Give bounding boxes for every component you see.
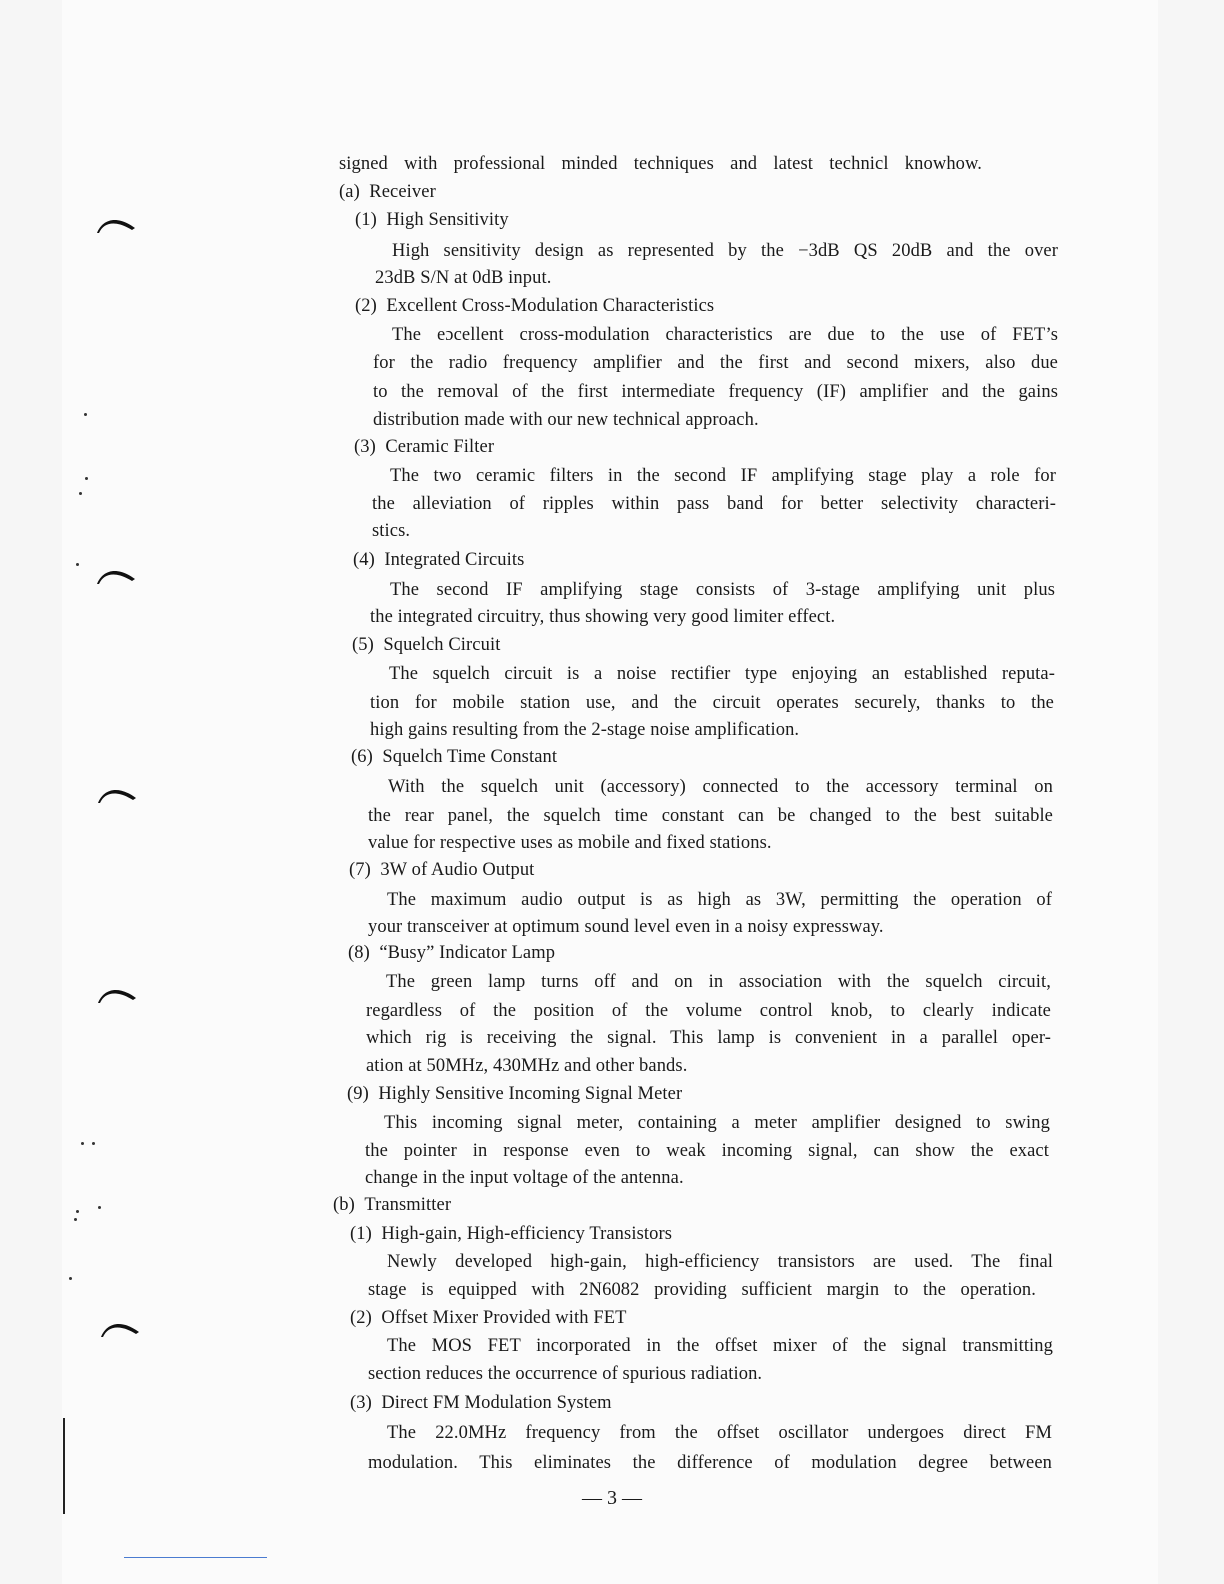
item-heading [350,1307,627,1329]
item-number: (8) [348,943,370,963]
item-title: Offset Mixer Provided with FET [381,1308,627,1328]
item-text-line: which rig is receiving the signal. This lamp is convenient in a parallel oper- [366,1028,1051,1048]
item-title: “Busy” Indicator Lamp [379,943,556,963]
item-text-line: the pointer in response even to weak incoming signal, can show the exact [365,1141,1049,1161]
item-number: (7) [349,860,371,880]
item-title: High Sensitivity [386,210,509,230]
item-heading [353,549,524,571]
section-a-heading [339,181,436,203]
item-text-line: stage is equipped with 2N6082 providing sufficient margin to the operation. [368,1280,1036,1300]
binder-hole-icon [100,1316,140,1338]
binder-hole-icon [97,982,137,1004]
item-text-line: the rear panel, the squelch time constant can be changed to the best suitable [368,806,1053,826]
item-text-line: tion for mobile station use, and the circuit operates securely, thanks to the [370,693,1054,713]
item-title: Ceramic Filter [385,437,495,457]
item-title: Squelch Circuit [383,635,501,655]
item-text-line: the alleviation of ripples within pass band for better selectivity characteri- [372,494,1056,514]
scan-speck [84,413,87,416]
item-text-line: to the removal of the first intermediate frequency (IF) amplifier and the gains [373,382,1058,402]
item-heading [352,634,500,656]
item-text-line: The eɔcellent cross-modulation characteristics are due to the use of FET’s [392,325,1058,345]
scan-speck [74,1218,77,1221]
item-number: (4) [353,550,375,570]
item-text-line: modulation. This eliminates the difference of modulation degree between [368,1453,1052,1473]
scan-speck [69,1277,72,1280]
item-heading [350,1392,612,1414]
scan-speck [92,1142,95,1145]
item-number: (3) [350,1393,372,1413]
item-number: (2) [355,296,377,316]
binder-hole-icon [96,212,136,234]
item-text-line: distribution made with our new technical approach. [373,410,759,430]
item-heading [355,209,509,231]
section-a-title: Receiver [369,182,436,202]
item-heading [348,942,555,964]
item-number: (1) [355,210,377,230]
item-text-line: change in the input voltage of the antenna. [365,1168,684,1188]
item-text-line: value for respective uses as mobile and fixed stations. [368,833,772,853]
bottom-rule [124,1557,267,1558]
section-b-title: Transmitter [364,1195,452,1215]
item-heading [351,746,557,768]
item-title: Integrated Circuits [384,550,525,570]
intro-line: signed with professional minded techniques and latest technicl knowhow. [339,154,982,174]
binder-hole-icon [96,563,136,585]
item-text-line: 23dB S/N at 0dB input. [375,268,552,288]
item-heading [354,436,494,458]
item-text-line: Newly developed high-gain, high-efficiency transistors are used. The final [387,1252,1053,1272]
item-text-line: The second IF amplifying stage consists of 3-stage amplifying unit plus [390,580,1055,600]
scan-speck [79,492,82,495]
item-text-line: regardless of the position of the volume control knob, to clearly indicate [366,1001,1051,1021]
item-text-line: the integrated circuitry, thus showing very good limiter effect. [370,607,836,627]
item-title: Highly Sensitive Incoming Signal Meter [378,1084,683,1104]
item-text-line: The 22.0MHz frequency from the offset oscillator undergoes direct FM [387,1423,1052,1443]
item-number: (2) [350,1308,372,1328]
scan-speck [76,1210,79,1213]
item-heading [355,295,714,317]
item-text-line: With the squelch unit (accessory) connected to the accessory terminal on [388,777,1053,797]
item-text-line: ation at 50MHz, 430MHz and other bands. [366,1056,688,1076]
scan-speck [98,1206,101,1209]
item-number: (3) [354,437,376,457]
section-b-label: (b) [333,1195,355,1215]
item-text-line: your transceiver at optimum sound level even in a noisy expressway. [368,917,884,937]
item-number: (9) [347,1084,369,1104]
item-text-line: The MOS FET incorporated in the offset mixer of the signal transmitting [387,1336,1053,1356]
scan-speck [76,563,79,566]
item-title: Direct FM Modulation System [381,1393,612,1413]
item-text-line: for the radio frequency amplifier and the first and second mixers, also due [373,353,1058,373]
item-number: (1) [350,1224,372,1244]
item-title: Squelch Time Constant [382,747,558,767]
item-text-line: stics. [372,521,411,541]
item-heading [350,1223,672,1245]
item-text-line: high gains resulting from the 2-stage noise amplification. [370,720,800,740]
item-text-line: The maximum audio output is as high as 3W, permitting the operation of [387,890,1052,910]
item-text-line: High sensitivity design as represented by the −3dB QS 20dB and the over [392,241,1058,261]
binder-hole-icon [97,782,137,804]
item-text-line: The squelch circuit is a noise rectifier type enjoying an established reputa- [389,664,1055,684]
item-title: High-gain, High-efficiency Transistors [381,1224,673,1244]
item-heading [347,1083,682,1105]
item-heading [349,859,534,881]
item-text-line: The two ceramic filters in the second IF amplifying stage play a role for [390,466,1056,486]
section-a-label: (a) [339,182,360,202]
page-number: — 3 — [582,1487,642,1509]
item-text-line: This incoming signal meter, containing a meter amplifier designed to swing [384,1113,1050,1133]
item-text-line: The green lamp turns off and on in association with the squelch circuit, [386,972,1051,992]
item-text-line: section reduces the occurrence of spurious radiation. [368,1364,763,1384]
section-b-heading [333,1194,451,1216]
scan-speck [81,1142,84,1145]
item-title: 3W of Audio Output [380,860,535,880]
item-number: (5) [352,635,374,655]
item-title: Excellent Cross-Modulation Characteristics [386,296,715,316]
scan-speck [85,477,88,480]
item-number: (6) [351,747,373,767]
